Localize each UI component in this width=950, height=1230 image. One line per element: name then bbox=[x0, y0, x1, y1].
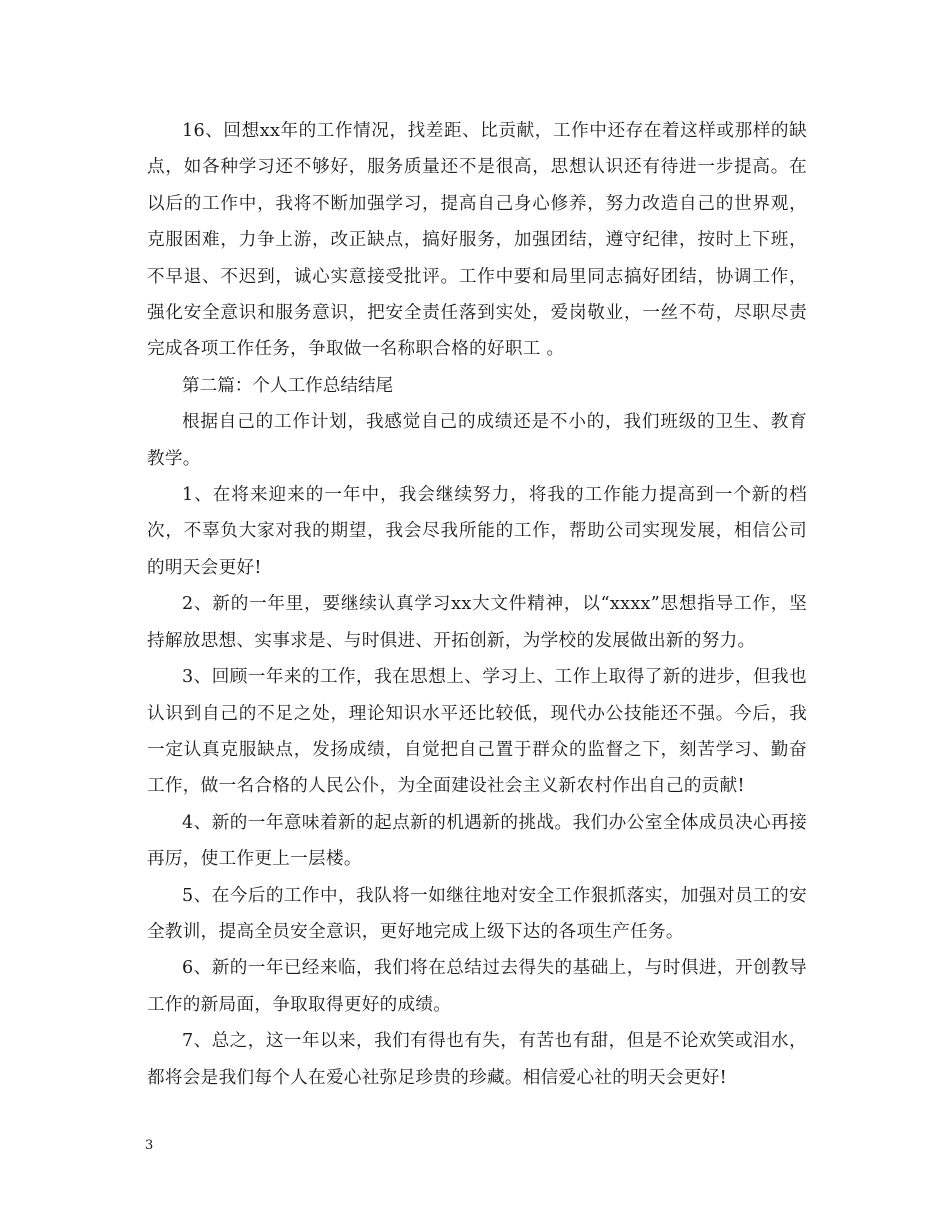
paragraph-item-2: 2、新的一年里，要继续认真学习xx大文件精神，以“xxxx”思想指导工作，坚持解放思想、实事求是、与时俱进、开拓创新，为学校的发展做出新的努力。 bbox=[147, 594, 807, 651]
paragraph-16-reflection: 16、回想xx年的工作情况，找差距、比贡献，工作中还存在着这样或那样的缺点，如各种学习还不够好，服务质量还不是很高，思想认识还有待进一步提高。在以后的工作中，我将不断加强学习，提高自己身心修养，努力改造自己的世界观，克服困难，力争上游，改正缺点，搞好服务，加强团结，遵守纪律，按时上下班，不早退、不迟到，诚心实意接受批评。工作中要和局里同志搞好团结，协调工作，强化安全意识和服务意识，把安全责任落到实处，爱岗敬业，一丝不苟，尽职尽责完成各项工作任务，争取做一名称职合格的好职工 。 bbox=[147, 121, 807, 360]
paragraph-item-3: 3、回顾一年来的工作，我在思想上、学习上、工作上取得了新的进步，但我也认识到自己的不足之处，理论知识水平还比较低，现代办公技能还不强。今后，我一定认真克服缺点，发扬成绩，自觉把自己置于群众的监督之下，刻苦学习、勤奋工作，做一名合格的人民公仆，为全面建设社会主义新农村作出自己的贡献! bbox=[147, 667, 807, 797]
paragraph-item-6: 6、新的一年已经来临，我们将在总结过去得失的基础上，与时俱进，开创教导工作的新局面，争取取得更好的成绩。 bbox=[147, 958, 807, 1015]
paragraph-item-4: 4、新的一年意味着新的起点新的机遇新的挑战。我们办公室全体成员决心再接再厉，使工作更上一层楼。 bbox=[147, 812, 807, 870]
paragraph-item-1: 1、在将来迎来的一年中，我会继续努力，将我的工作能力提高到一个新的档次，不辜负大家对我的期望，我会尽我所能的工作，帮助公司实现发展，相信公司的明天会更好! bbox=[147, 485, 807, 578]
page-number: 3 bbox=[145, 1138, 154, 1153]
paragraph-item-5: 5、在今后的工作中，我队将一如继往地对安全工作狠抓落实，加强对员工的安全教训，提高全员安全意识，更好地完成上级下达的各项生产任务。 bbox=[147, 885, 807, 942]
paragraph-intro: 根据自己的工作计划，我感觉自己的成绩还是不小的，我们班级的卫生、教育教学。 bbox=[147, 412, 807, 469]
document-body bbox=[147, 113, 807, 1096]
section-heading-part-two: 第二篇：个人工作总结结尾 bbox=[182, 375, 394, 396]
paragraph-item-7: 7、总之，这一年以来，我们有得也有失，有苦也有甜，但是不论欢笑或泪水，都将会是我们每个人在爱心社弥足珍贵的珍藏。相信爱心社的明天会更好! bbox=[147, 1031, 807, 1088]
